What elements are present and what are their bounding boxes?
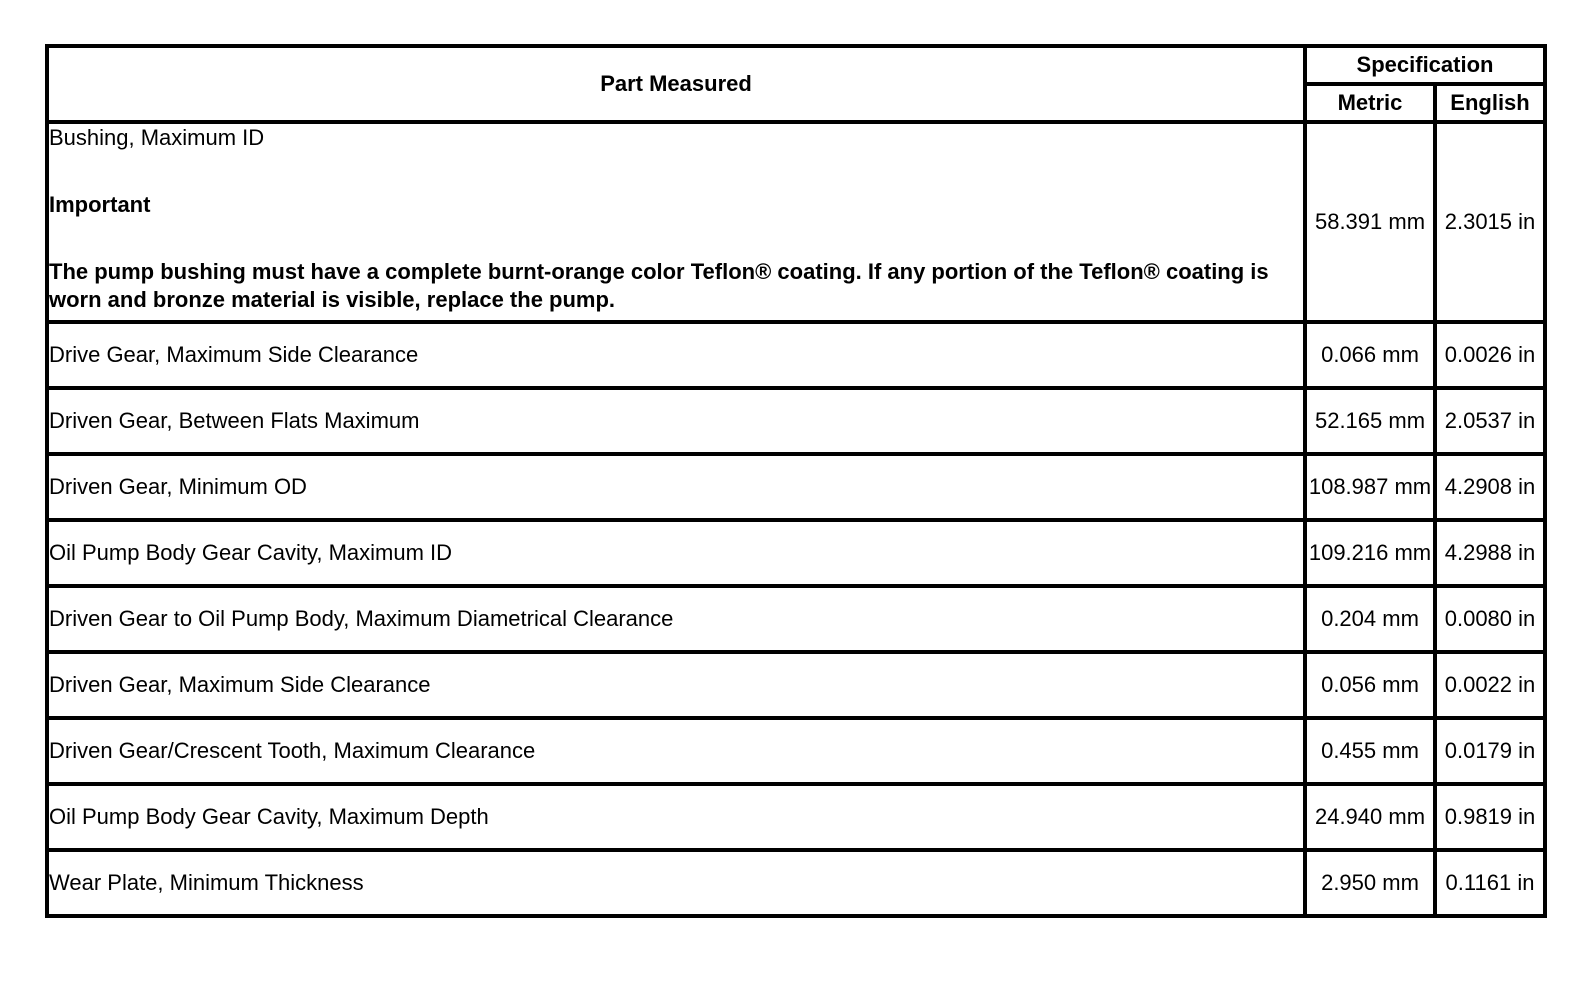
table-row: [47, 454, 1545, 520]
table-row: [47, 652, 1545, 718]
part-cell: Driven Gear, Maximum Side Clearance: [47, 652, 1305, 718]
english-header: English: [1435, 84, 1545, 122]
table-row: [47, 586, 1545, 652]
part-cell: Wear Plate, Minimum Thickness: [47, 850, 1305, 916]
metric-value: 52.165 mm: [1305, 388, 1435, 454]
english-value: 0.1161 in: [1435, 850, 1545, 916]
important-note: The pump bushing must have a complete burnt-orange color Teflon® coating. If any portion of the Teflon® coating is worn and bronze material is visible, replace the pump.: [49, 259, 1269, 312]
specification-table: [45, 44, 1547, 918]
english-value: 0.0026 in: [1435, 322, 1545, 388]
metric-value: 0.066 mm: [1305, 322, 1435, 388]
table-row: [47, 520, 1545, 586]
metric-value: 109.216 mm: [1305, 520, 1435, 586]
part-cell: Oil Pump Body Gear Cavity, Maximum Depth: [47, 784, 1305, 850]
table-row: [47, 122, 1545, 322]
table-row: [47, 322, 1545, 388]
part-cell: [47, 122, 1305, 322]
table-row: [47, 850, 1545, 916]
part-cell: Driven Gear to Oil Pump Body, Maximum Diametrical Clearance: [47, 586, 1305, 652]
english-value: 0.0080 in: [1435, 586, 1545, 652]
metric-value: 0.056 mm: [1305, 652, 1435, 718]
metric-value: 0.455 mm: [1305, 718, 1435, 784]
part-cell: Driven Gear, Minimum OD: [47, 454, 1305, 520]
metric-value: 58.391 mm: [1305, 122, 1435, 322]
english-value: 4.2988 in: [1435, 520, 1545, 586]
part-cell: Driven Gear/Crescent Tooth, Maximum Clearance: [47, 718, 1305, 784]
table-body: [47, 322, 1545, 916]
english-value: 0.0022 in: [1435, 652, 1545, 718]
english-value: 2.3015 in: [1435, 122, 1545, 322]
metric-value: 2.950 mm: [1305, 850, 1435, 916]
metric-value: 108.987 mm: [1305, 454, 1435, 520]
part-label: Bushing, Maximum ID: [49, 125, 265, 150]
metric-value: 0.204 mm: [1305, 586, 1435, 652]
english-value: 0.0179 in: [1435, 718, 1545, 784]
part-measured-header: Part Measured: [47, 46, 1305, 122]
important-label: Important: [49, 192, 151, 217]
metric-value: 24.940 mm: [1305, 784, 1435, 850]
table-row: [47, 388, 1545, 454]
part-cell: Drive Gear, Maximum Side Clearance: [47, 322, 1305, 388]
english-value: 2.0537 in: [1435, 388, 1545, 454]
part-cell: Driven Gear, Between Flats Maximum: [47, 388, 1305, 454]
english-value: 0.9819 in: [1435, 784, 1545, 850]
table-row: [47, 718, 1545, 784]
english-value: 4.2908 in: [1435, 454, 1545, 520]
metric-header: Metric: [1305, 84, 1435, 122]
specification-header: Specification: [1305, 46, 1545, 84]
table-row: [47, 784, 1545, 850]
part-cell: Oil Pump Body Gear Cavity, Maximum ID: [47, 520, 1305, 586]
